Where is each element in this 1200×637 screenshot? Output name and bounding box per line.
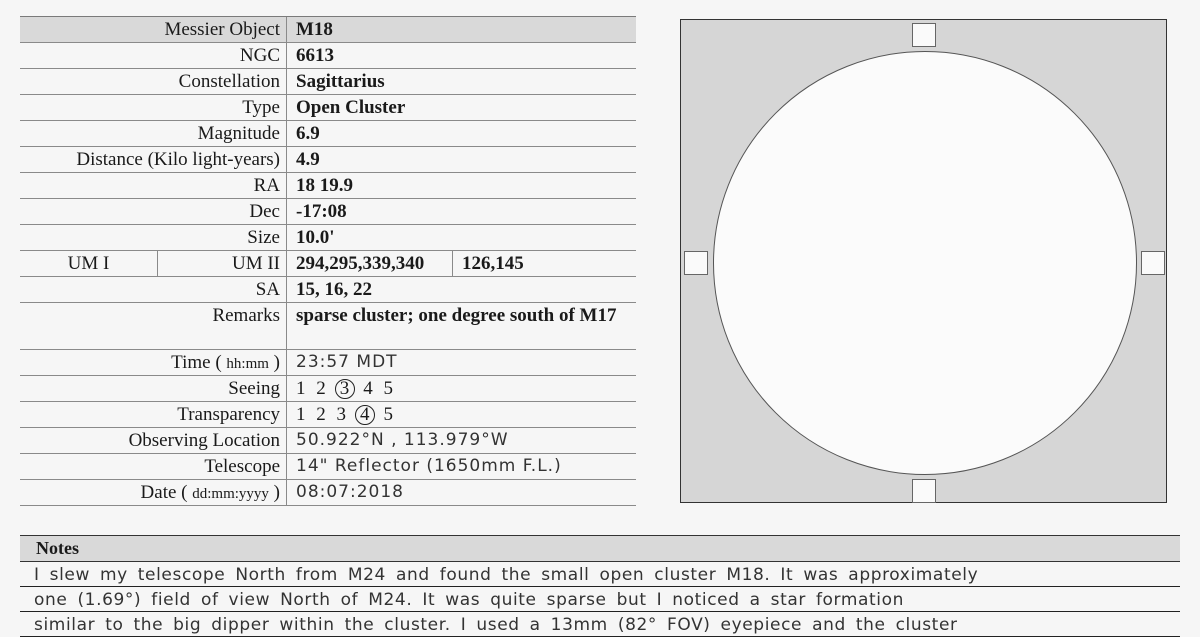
seeing-option-5[interactable]: 5 xyxy=(383,378,393,399)
label: Messier Object xyxy=(20,17,287,42)
note-line[interactable]: one (1.69°) field of view North of M24. It was quite sparse but I noticed a star formation xyxy=(20,587,1180,612)
value: 6.9 xyxy=(296,123,320,144)
object-info-table xyxy=(20,16,636,506)
transparency-option-5[interactable]: 5 xyxy=(383,404,393,425)
label: Observing Location xyxy=(20,428,287,453)
note-line[interactable]: similar to the big dipper within the cluster. I used a 13mm (82° FOV) eyepiece and the cluster xyxy=(20,612,1180,637)
seeing-option-2[interactable]: 2 xyxy=(316,378,326,399)
row-seeing xyxy=(20,376,636,402)
eyepiece-sketch-frame xyxy=(680,19,1167,503)
label xyxy=(20,480,287,505)
label: Type xyxy=(20,95,287,120)
row-remarks xyxy=(20,303,636,350)
value: 15, 16, 22 xyxy=(296,279,372,300)
notes-section xyxy=(20,535,1180,637)
label: Constellation xyxy=(20,69,287,94)
south-marker xyxy=(912,479,936,503)
note-line[interactable]: I slew my telescope North from M24 and found the small open cluster M18. It was approximately xyxy=(20,562,1180,587)
label: Distance (Kilo light-years) xyxy=(20,147,287,172)
value: Sagittarius xyxy=(296,71,385,92)
label: Size xyxy=(20,225,287,250)
value: 18 19.9 xyxy=(296,175,353,196)
label: RA xyxy=(20,173,287,198)
label: NGC xyxy=(20,43,287,68)
location-value[interactable]: 50.922°N , 113.979°W xyxy=(296,430,509,450)
transparency-option-3[interactable]: 3 xyxy=(336,404,346,425)
um1-label: UM I xyxy=(20,251,158,276)
field-of-view-circle[interactable] xyxy=(713,51,1137,475)
label: Telescope xyxy=(20,454,287,479)
row-constellation xyxy=(20,69,636,95)
seeing-rating[interactable] xyxy=(287,376,636,401)
label: Magnitude xyxy=(20,121,287,146)
label: Seeing xyxy=(20,376,287,401)
value: 4.9 xyxy=(296,149,320,170)
label-text: Time ( xyxy=(171,352,222,373)
row-ngc xyxy=(20,43,636,69)
row-type xyxy=(20,95,636,121)
row-location xyxy=(20,428,636,454)
label: SA xyxy=(20,277,287,302)
transparency-option-2[interactable]: 2 xyxy=(316,404,326,425)
label-end: ) xyxy=(273,482,280,503)
row-magnitude xyxy=(20,121,636,147)
date-value[interactable]: 08:07:2018 xyxy=(296,482,404,502)
row-transparency xyxy=(20,402,636,428)
label-text: Date ( xyxy=(140,482,188,503)
row-uranometria xyxy=(20,251,636,277)
row-size xyxy=(20,225,636,251)
row-date xyxy=(20,480,636,506)
value: Open Cluster xyxy=(296,97,406,118)
time-value[interactable]: 23:57 MDT xyxy=(296,352,398,372)
um1-value: 294,295,339,340 xyxy=(287,251,453,276)
label: Remarks xyxy=(20,303,287,349)
seeing-option-3-selected[interactable]: 3 xyxy=(335,379,355,399)
notes-title: Notes xyxy=(20,535,1180,562)
transparency-option-1[interactable]: 1 xyxy=(296,404,306,425)
unit: hh:mm xyxy=(226,356,269,372)
east-marker xyxy=(1141,251,1165,275)
label xyxy=(20,350,287,375)
row-ra xyxy=(20,173,636,199)
um2-label: UM II xyxy=(158,251,287,276)
row-telescope xyxy=(20,454,636,480)
label-end: ) xyxy=(273,352,280,373)
unit: dd:mm:yyyy xyxy=(192,486,269,502)
transparency-option-4-selected[interactable]: 4 xyxy=(355,405,375,425)
value: sparse cluster; one degree south of M17 xyxy=(296,305,617,326)
row-sa xyxy=(20,277,636,303)
transparency-rating[interactable] xyxy=(287,402,636,427)
value: M18 xyxy=(296,19,333,40)
west-marker xyxy=(684,251,708,275)
value: -17:08 xyxy=(296,201,347,222)
seeing-option-1[interactable]: 1 xyxy=(296,378,306,399)
row-time xyxy=(20,350,636,376)
row-distance xyxy=(20,147,636,173)
label: Dec xyxy=(20,199,287,224)
row-messier-object xyxy=(20,16,636,43)
value: 10.0' xyxy=(296,227,335,248)
north-marker xyxy=(912,23,936,47)
telescope-value[interactable]: 14" Reflector (1650mm F.L.) xyxy=(296,456,562,476)
seeing-option-4[interactable]: 4 xyxy=(363,378,373,399)
value: 6613 xyxy=(296,45,334,66)
row-dec xyxy=(20,199,636,225)
um2-value: 126,145 xyxy=(462,253,524,274)
label: Transparency xyxy=(20,402,287,427)
